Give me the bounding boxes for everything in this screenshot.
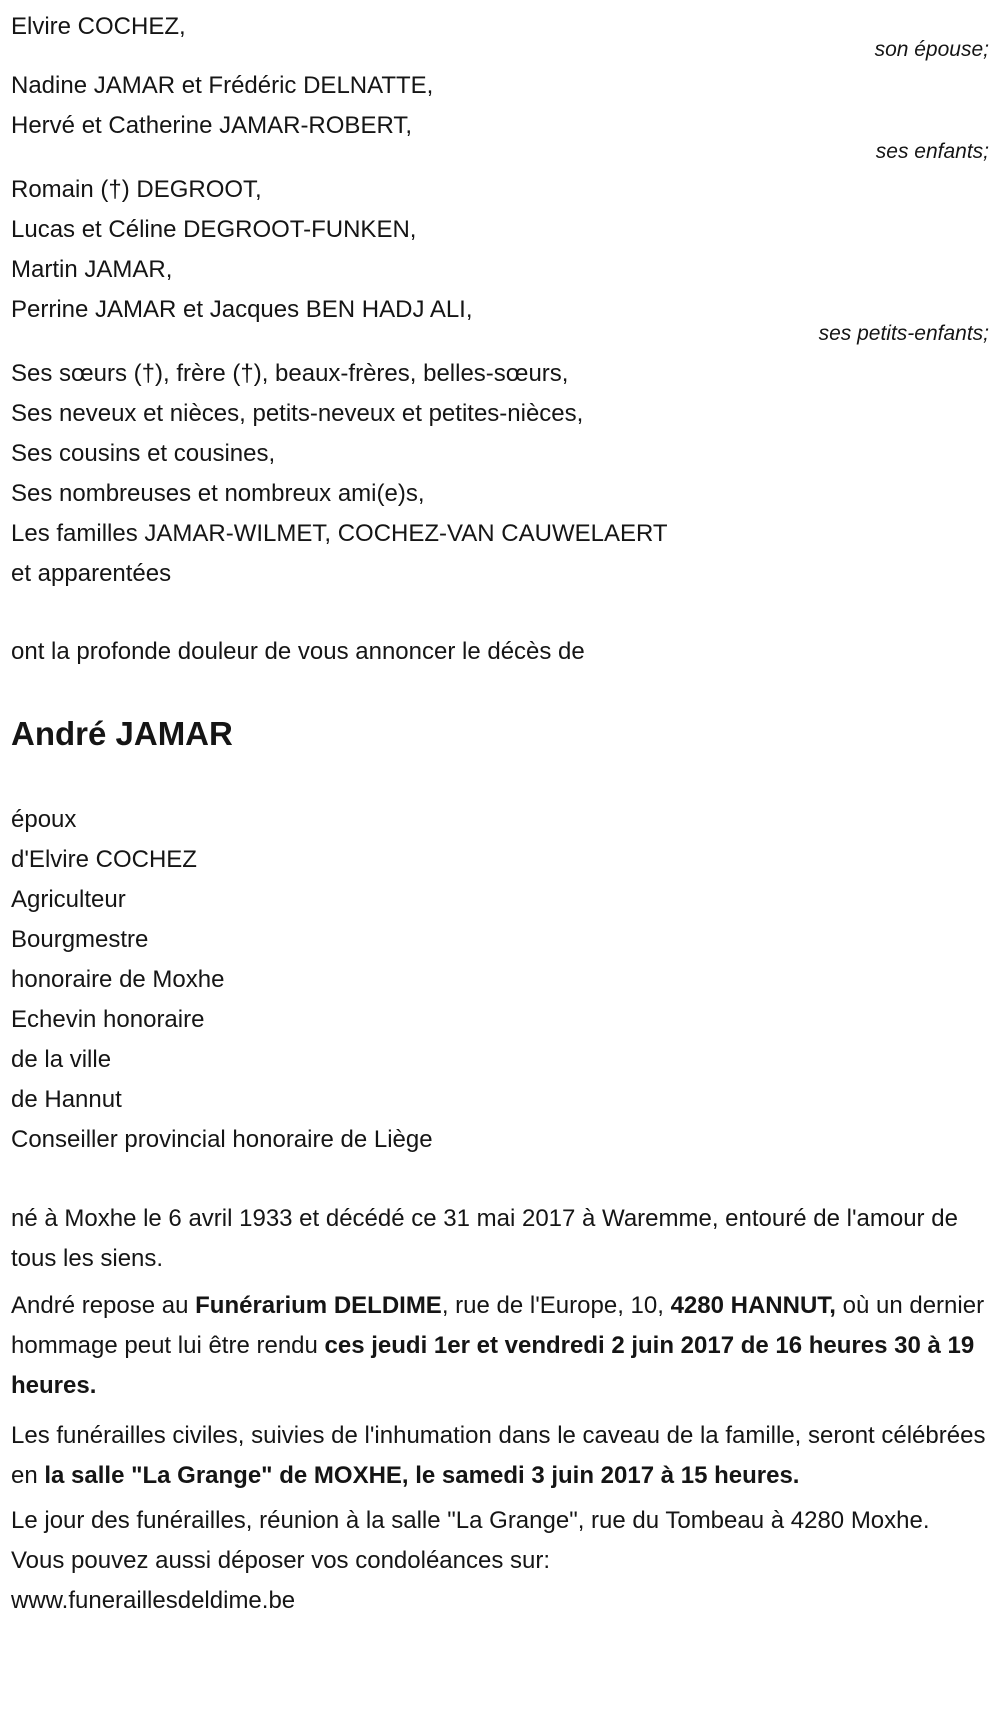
- title-line: Bourgmestre: [11, 926, 149, 953]
- birth-death-paragraph: né à Moxhe le 6 avril 1933 et décédé ce 31 mai 2017 à Waremme, entouré de l'amour de tous les siens.: [11, 1205, 958, 1272]
- family-line: Les familles JAMAR-WILMET, COCHEZ-VAN CAUWELAERT: [11, 520, 668, 547]
- funeral-home-name: Funérarium DELDIME: [195, 1292, 442, 1319]
- funeral-home-city: 4280 HANNUT,: [670, 1292, 836, 1319]
- family-line: Ses cousins et cousines,: [11, 440, 276, 467]
- child-line: Hervé et Catherine JAMAR-ROBERT,: [11, 112, 413, 139]
- family-line: Ses neveux et nièces, petits-neveux et petites-nièces,: [11, 400, 584, 427]
- family-list: [11, 354, 989, 594]
- grandchildren-list: [11, 170, 989, 330]
- funeral-text: Les funérailles civiles, suivies de l'inhumation dans le caveau de la famille, seront célébrées en: [11, 1422, 986, 1489]
- announcement: ont la profonde douleur de vous annoncer le décès de: [11, 638, 585, 665]
- children-label: ses enfants;: [875, 140, 989, 163]
- condolences-text: Vous pouvez aussi déposer vos condoléances sur:: [11, 1547, 551, 1574]
- spouse-label: son épouse;: [874, 38, 989, 61]
- visitation-text: , rue de l'Europe, 10,: [441, 1292, 671, 1319]
- grandchild-line: Martin JAMAR,: [11, 256, 173, 283]
- condolences-paragraph: [11, 1541, 989, 1621]
- spouse-name: Elvire COCHEZ,: [11, 13, 186, 40]
- children-list: [11, 66, 989, 146]
- child-line: Nadine JAMAR et Frédéric DELNATTE,: [11, 72, 434, 99]
- title-line: Agriculteur: [11, 886, 126, 913]
- titles-list: [11, 800, 989, 1160]
- title-line: de Hannut: [11, 1086, 122, 1113]
- funeral-date-place: la salle "La Grange" de MOXHE, le samedi 3 juin 2017 à 15 heures.: [44, 1462, 800, 1489]
- title-line: Conseiller provincial honoraire de Liège: [11, 1126, 433, 1153]
- visitation-paragraph: [11, 1286, 989, 1406]
- title-line: honoraire de Moxhe: [11, 966, 225, 993]
- title-line: époux: [11, 806, 77, 833]
- family-line: et apparentées: [11, 560, 172, 587]
- visitation-text: André repose au: [11, 1292, 196, 1319]
- funeral-paragraph: [11, 1416, 989, 1496]
- family-line: Ses nombreuses et nombreux ami(e)s,: [11, 480, 425, 507]
- family-line: Ses sœurs (†), frère (†), beaux-frères, belles-sœurs,: [11, 360, 569, 387]
- grandchild-line: Romain (†) DEGROOT,: [11, 176, 262, 203]
- grandchild-line: Perrine JAMAR et Jacques BEN HADJ ALI,: [11, 296, 473, 323]
- grandchild-line: Lucas et Céline DEGROOT-FUNKEN,: [11, 216, 417, 243]
- title-line: d'Elvire COCHEZ: [11, 846, 197, 873]
- visitation-text: où un dernier hommage peut lui être rendu: [11, 1292, 985, 1359]
- gathering-paragraph: Le jour des funérailles, réunion à la salle "La Grange", rue du Tombeau à 4280 Moxhe.: [11, 1507, 930, 1534]
- condolences-link[interactable]: www.funeraillesdeldime.be: [11, 1587, 296, 1614]
- grandchildren-label: ses petits-enfants;: [818, 322, 989, 345]
- title-line: Echevin honoraire: [11, 1006, 205, 1033]
- deceased-name: André JAMAR: [11, 715, 233, 752]
- visitation-dates: ces jeudi 1er et vendredi 2 juin 2017 de 16 heures 30 à 19 heures.: [11, 1332, 975, 1399]
- title-line: de la ville: [11, 1046, 112, 1073]
